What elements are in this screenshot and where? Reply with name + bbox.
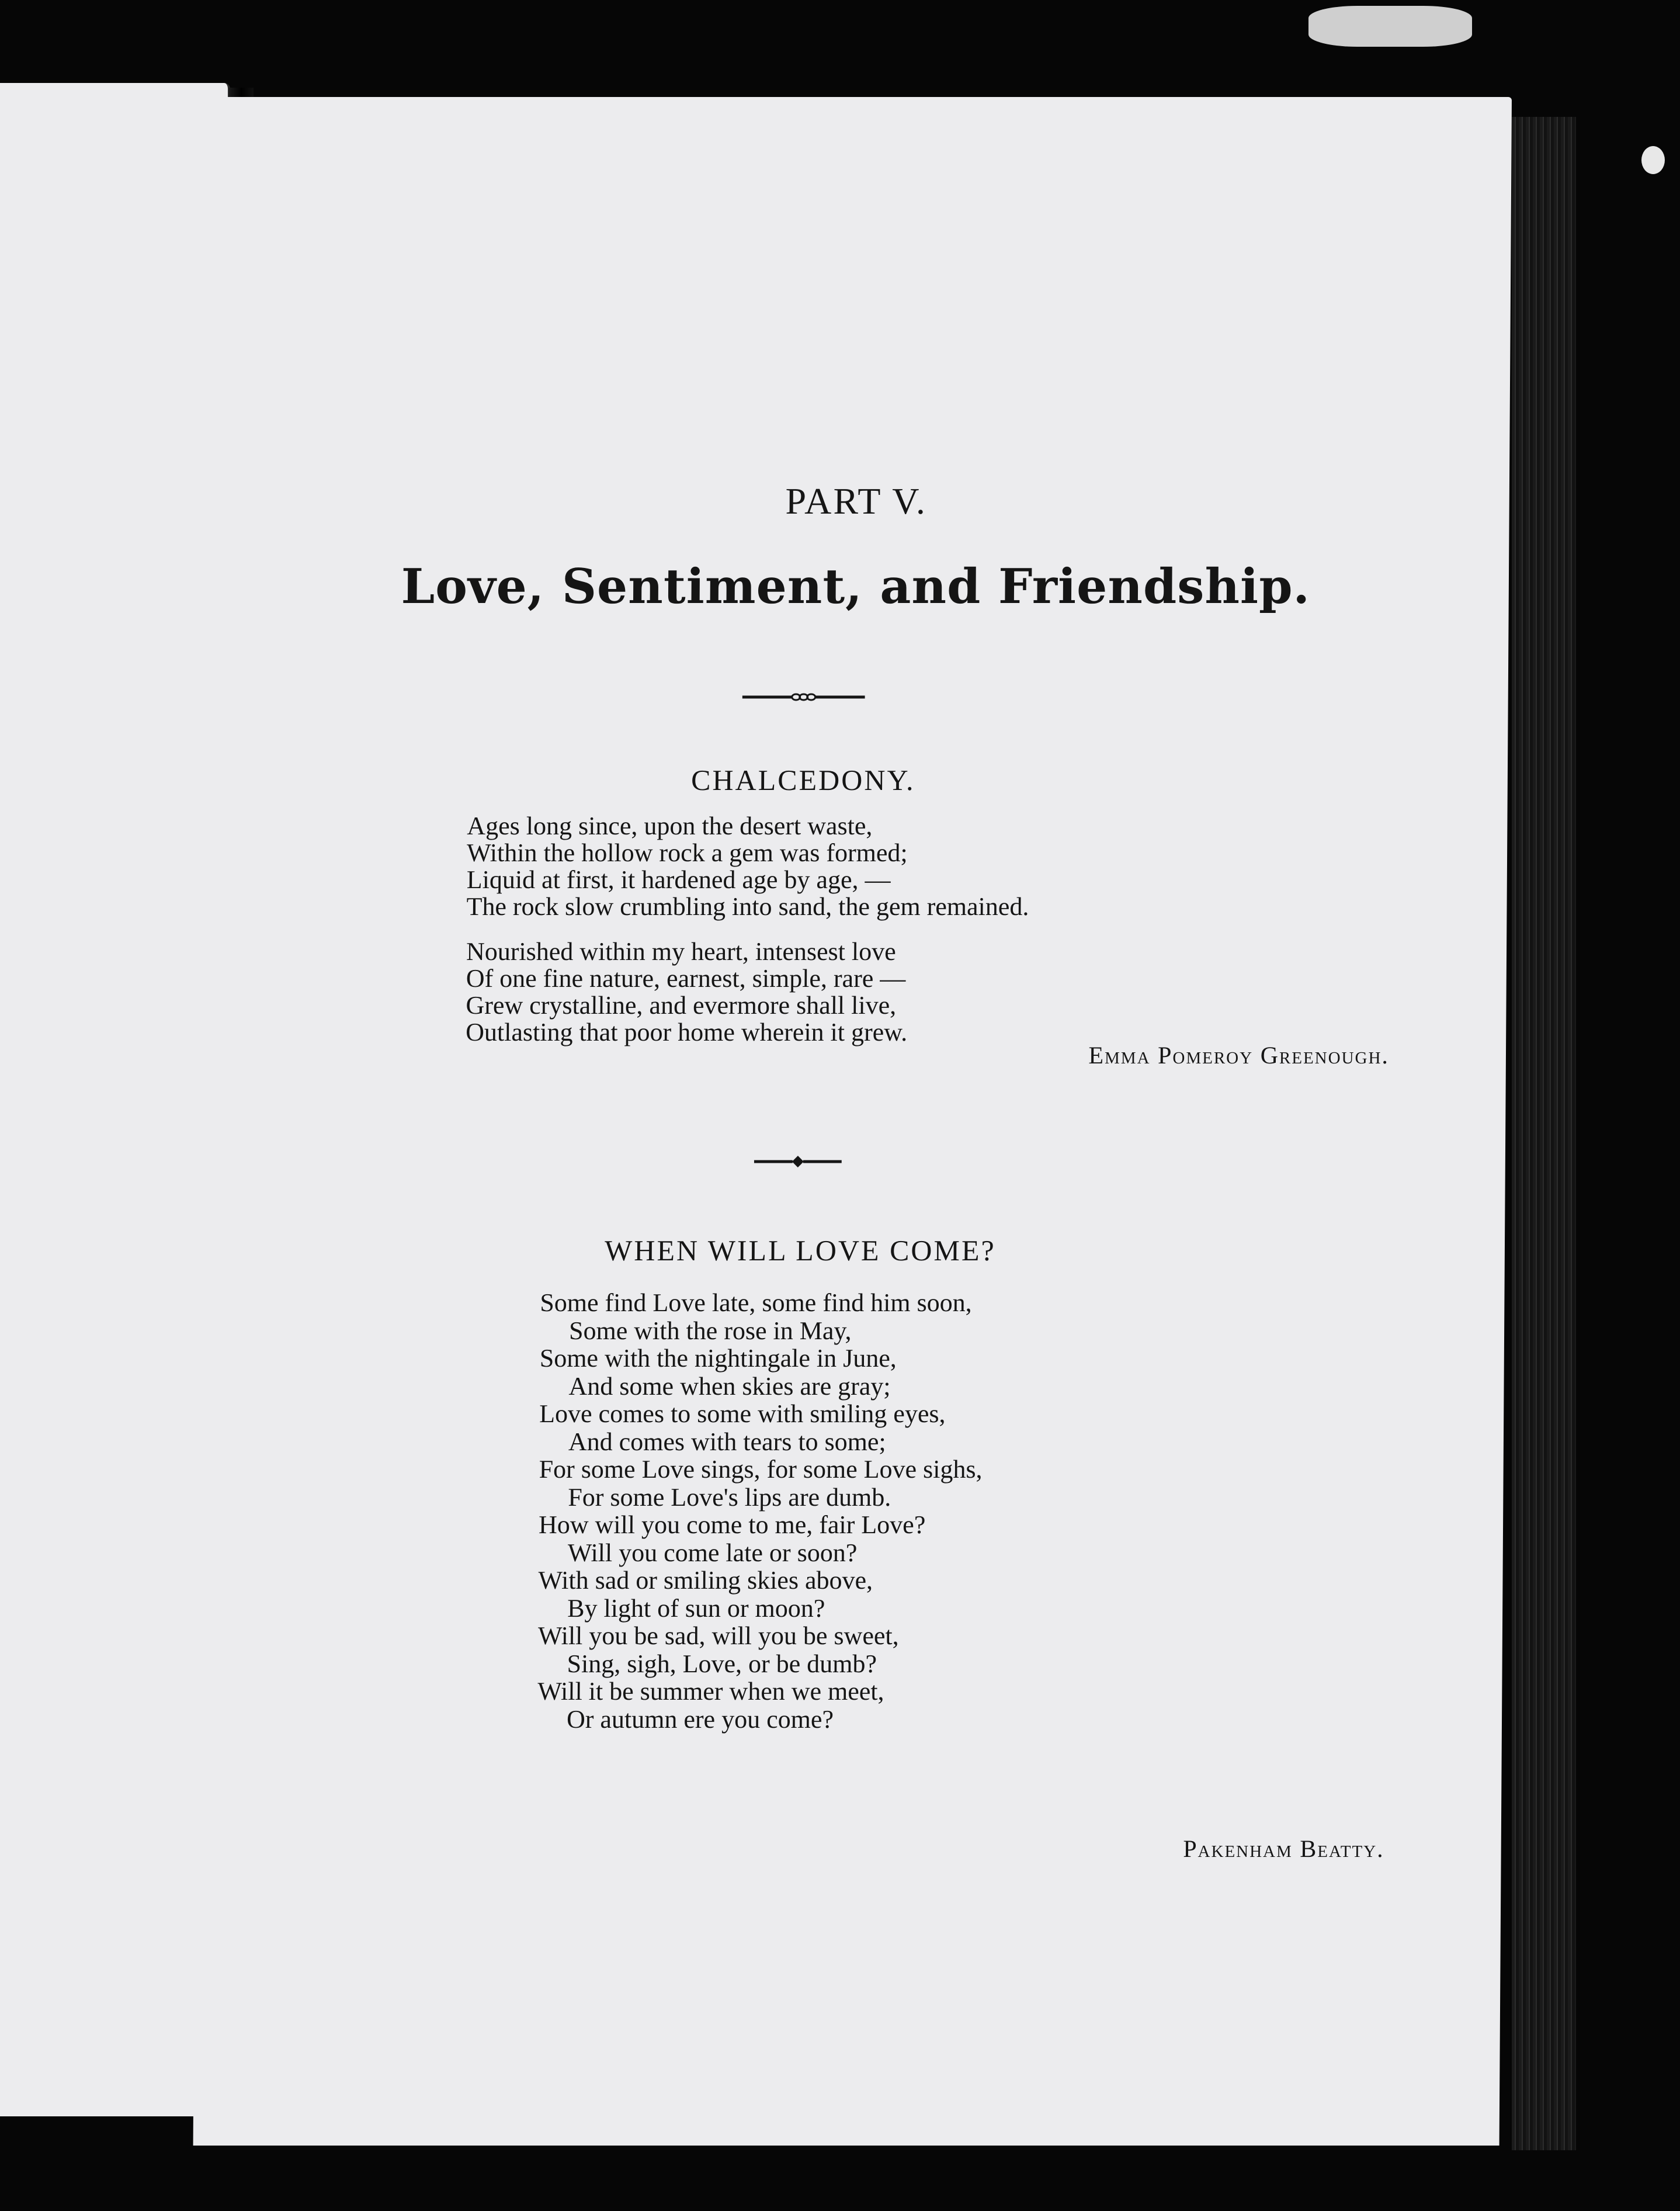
divider-ornament (754, 1155, 842, 1169)
poem-line: Some with the rose in May, (568, 1316, 852, 1345)
poem-stanza (466, 813, 1029, 920)
poem-line: Ages long since, upon the desert waste, (467, 812, 873, 840)
poem-line: Will you be sad, will you be sweet, (537, 1621, 899, 1650)
poem-line: The rock slow crumbling into sand, the gem remained. (466, 892, 1029, 921)
poem-line: Sing, sigh, Love, or be dumb? (567, 1649, 877, 1678)
poem-author: Pakenham Beatty. (1183, 1836, 1384, 1863)
poem-line: Of one fine nature, earnest, simple, rare — (466, 964, 906, 993)
poem-line: Or autumn ere you come? (566, 1704, 834, 1734)
poem-line: Will you come late or soon? (567, 1538, 858, 1567)
poem-line: With sad or smiling skies above, (538, 1566, 873, 1595)
poem-line: And comes with tears to some; (568, 1427, 886, 1456)
poem-line: And some when skies are gray; (568, 1371, 891, 1401)
poem-stanza (537, 1289, 984, 1733)
poem-line: Some with the nightingale in June, (539, 1344, 897, 1373)
divider-ornament-icon (742, 690, 865, 704)
poem-line: For some Love sings, for some Love sighs, (539, 1455, 983, 1484)
poem-line: Grew crystalline, and evermore shall live, (466, 991, 897, 1020)
divider-ornament (742, 690, 865, 704)
poem-line: How will you come to me, fair Love? (538, 1510, 926, 1539)
poem-line: Liquid at first, it hardened age by age, — (466, 865, 891, 894)
diamond-divider-icon (754, 1155, 842, 1169)
poem-line: Outlasting that poor home wherein it grew. (466, 1018, 908, 1046)
poem-line: Nourished within my heart, intensest love (466, 937, 896, 966)
book-page (193, 97, 1512, 2146)
poem-line: By light of sun or moon? (567, 1593, 825, 1623)
part-subtitle: Love, Sentiment, and Friendship. (401, 559, 1311, 615)
poem-title: WHEN WILL LOVE COME? (604, 1234, 996, 1267)
poem-line: Will it be summer when we meet, (537, 1677, 884, 1706)
part-heading: PART V. (785, 480, 928, 522)
poem-title: CHALCEDONY. (690, 764, 915, 796)
dust-speck (1641, 146, 1665, 174)
page-content (193, 97, 1512, 2146)
poem-line: Some find Love late, some find him soon, (540, 1288, 972, 1317)
poem-line: Within the hollow rock a gem was formed; (466, 838, 908, 867)
poem-line: For some Love's lips are dumb. (568, 1482, 891, 1512)
book-page-edges (1512, 117, 1576, 2150)
poem-stanza (466, 938, 908, 1046)
poem-line: Love comes to some with smiling eyes, (539, 1399, 946, 1428)
dust-speck (1308, 6, 1472, 47)
poem-author: Emma Pomeroy Greenough. (1088, 1042, 1390, 1069)
